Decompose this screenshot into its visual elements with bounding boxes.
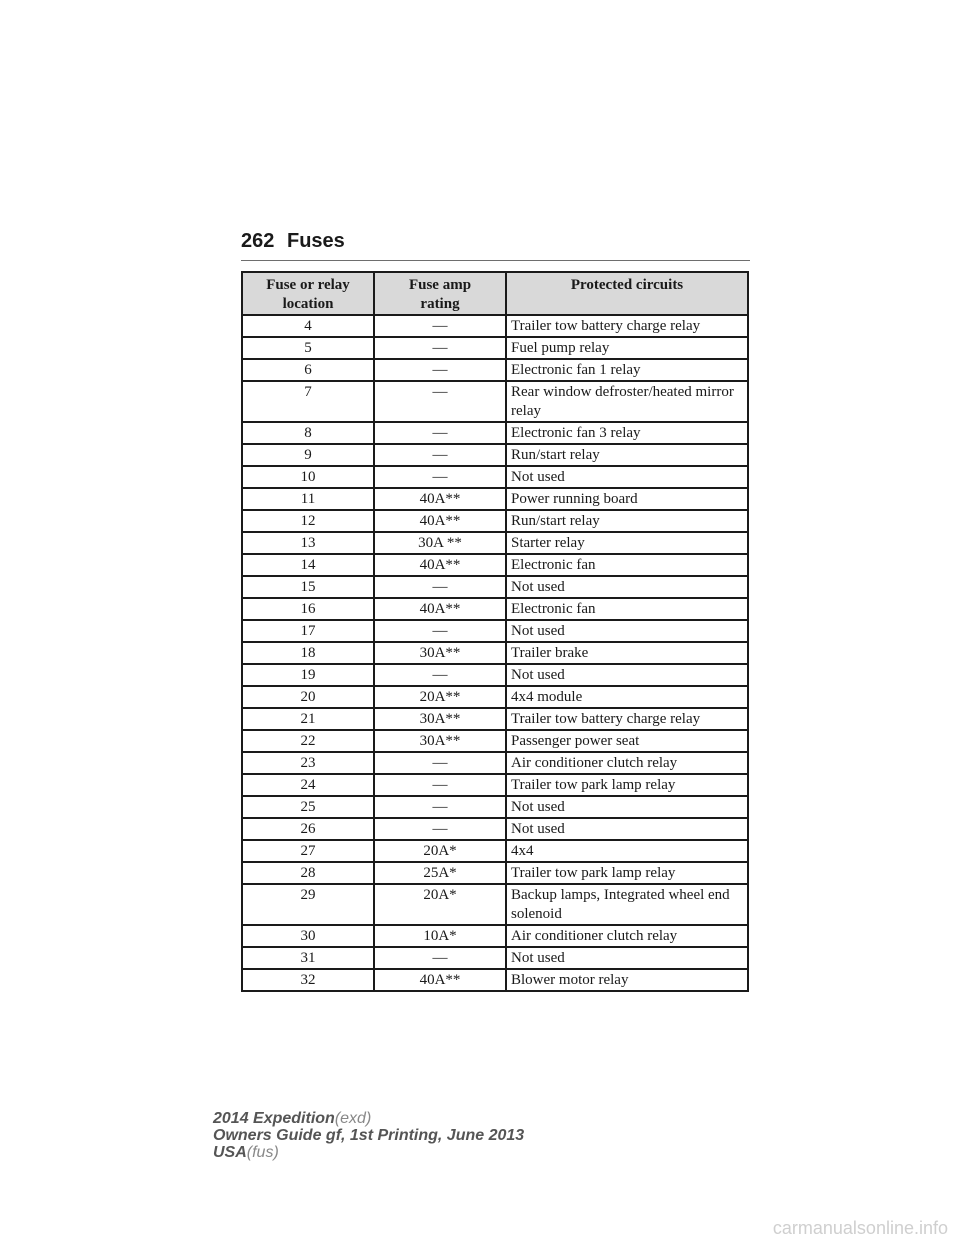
cell-rating: — — [374, 466, 506, 488]
cell-circuit: Run/start relay — [506, 444, 748, 466]
cell-rating: — — [374, 444, 506, 466]
cell-rating: 30A** — [374, 642, 506, 664]
table-row — [242, 554, 748, 576]
cell-rating: 30A** — [374, 730, 506, 752]
cell-location: 27 — [242, 840, 374, 862]
table-row — [242, 532, 748, 554]
cell-circuit: Run/start relay — [506, 510, 748, 532]
column-header-circuits: Protected circuits — [506, 272, 748, 315]
cell-location: 20 — [242, 686, 374, 708]
column-header-rating — [374, 272, 506, 315]
cell-circuit: Trailer tow park lamp relay — [506, 862, 748, 884]
column-header-location-line2: location — [282, 296, 334, 312]
cell-circuit: Not used — [506, 576, 748, 598]
table-row — [242, 796, 748, 818]
cell-location: 10 — [242, 466, 374, 488]
cell-circuit: Trailer tow battery charge relay — [506, 708, 748, 730]
cell-rating: 30A** — [374, 708, 506, 730]
table-row — [242, 510, 748, 532]
cell-rating: 40A** — [374, 488, 506, 510]
table-row — [242, 947, 748, 969]
cell-circuit: Passenger power seat — [506, 730, 748, 752]
cell-circuit: 4x4 module — [506, 686, 748, 708]
cell-circuit: Not used — [506, 947, 748, 969]
table-row — [242, 466, 748, 488]
document-footer — [213, 1110, 524, 1161]
table-row — [242, 752, 748, 774]
cell-rating: 25A* — [374, 862, 506, 884]
column-header-rating-line2: rating — [420, 296, 460, 312]
cell-location: 22 — [242, 730, 374, 752]
table-row — [242, 969, 748, 991]
cell-location: 19 — [242, 664, 374, 686]
cell-circuit: Trailer brake — [506, 642, 748, 664]
table-row — [242, 576, 748, 598]
cell-rating: — — [374, 664, 506, 686]
cell-rating: — — [374, 422, 506, 444]
footer-market-code: (fus) — [246, 1144, 279, 1161]
cell-location: 21 — [242, 708, 374, 730]
cell-location: 11 — [242, 488, 374, 510]
cell-location: 8 — [242, 422, 374, 444]
table-row — [242, 818, 748, 840]
cell-location: 32 — [242, 969, 374, 991]
cell-location: 12 — [242, 510, 374, 532]
page-number: 262 — [241, 230, 275, 252]
cell-rating: 10A* — [374, 925, 506, 947]
cell-rating: — — [374, 818, 506, 840]
cell-location: 9 — [242, 444, 374, 466]
footer-printing: Owners Guide gf, 1st Printing, June 2013 — [213, 1127, 525, 1144]
cell-rating: 40A** — [374, 510, 506, 532]
cell-location: 28 — [242, 862, 374, 884]
cell-location: 17 — [242, 620, 374, 642]
cell-circuit: Electronic fan 3 relay — [506, 422, 748, 444]
cell-circuit: Backup lamps, Integrated wheel end solenoid — [506, 884, 748, 925]
footer-model-code: (exd) — [334, 1110, 372, 1127]
table-row — [242, 381, 748, 422]
cell-location: 14 — [242, 554, 374, 576]
cell-location: 5 — [242, 337, 374, 359]
cell-location: 13 — [242, 532, 374, 554]
cell-location: 29 — [242, 884, 374, 925]
cell-circuit: Fuel pump relay — [506, 337, 748, 359]
cell-circuit: Rear window defroster/heated mirror relay — [506, 381, 748, 422]
table-row — [242, 359, 748, 381]
cell-circuit: 4x4 — [506, 840, 748, 862]
table-row — [242, 422, 748, 444]
fuse-table — [241, 271, 749, 992]
cell-location: 7 — [242, 381, 374, 422]
cell-rating: — — [374, 359, 506, 381]
cell-circuit: Blower motor relay — [506, 969, 748, 991]
footer-model: 2014 Expedition — [213, 1110, 335, 1127]
cell-circuit: Electronic fan 1 relay — [506, 359, 748, 381]
table-row — [242, 925, 748, 947]
cell-rating: — — [374, 752, 506, 774]
cell-circuit: Air conditioner clutch relay — [506, 925, 748, 947]
section-title: Fuses — [287, 230, 345, 252]
table-row — [242, 488, 748, 510]
cell-rating: — — [374, 381, 506, 422]
page-header — [241, 230, 750, 261]
table-row — [242, 598, 748, 620]
table-row — [242, 708, 748, 730]
cell-location: 31 — [242, 947, 374, 969]
cell-rating: 40A** — [374, 969, 506, 991]
cell-rating: — — [374, 774, 506, 796]
table-row — [242, 642, 748, 664]
column-header-location-line1: Fuse or relay — [266, 277, 350, 293]
cell-rating: — — [374, 620, 506, 642]
footer-line-1 — [213, 1110, 524, 1127]
cell-location: 30 — [242, 925, 374, 947]
cell-rating: — — [374, 337, 506, 359]
table-row — [242, 664, 748, 686]
cell-circuit: Not used — [506, 664, 748, 686]
cell-circuit: Not used — [506, 620, 748, 642]
cell-rating: — — [374, 796, 506, 818]
table-row — [242, 774, 748, 796]
table-row — [242, 620, 748, 642]
cell-circuit: Electronic fan — [506, 598, 748, 620]
cell-circuit: Air conditioner clutch relay — [506, 752, 748, 774]
cell-location: 23 — [242, 752, 374, 774]
cell-circuit: Trailer tow battery charge relay — [506, 315, 748, 337]
cell-circuit: Starter relay — [506, 532, 748, 554]
cell-circuit: Not used — [506, 818, 748, 840]
cell-rating: 40A** — [374, 598, 506, 620]
table-header-row — [242, 272, 748, 315]
cell-rating: 20A* — [374, 840, 506, 862]
cell-location: 15 — [242, 576, 374, 598]
watermark: carmanualsonline.info — [772, 1218, 948, 1238]
cell-rating: — — [374, 315, 506, 337]
cell-rating: — — [374, 576, 506, 598]
cell-location: 25 — [242, 796, 374, 818]
cell-circuit: Power running board — [506, 488, 748, 510]
cell-location: 4 — [242, 315, 374, 337]
cell-circuit: Electronic fan — [506, 554, 748, 576]
cell-location: 6 — [242, 359, 374, 381]
cell-location: 26 — [242, 818, 374, 840]
footer-market: USA — [213, 1144, 247, 1161]
cell-location: 18 — [242, 642, 374, 664]
table-row — [242, 884, 748, 925]
table-row — [242, 315, 748, 337]
cell-location: 16 — [242, 598, 374, 620]
table-body — [242, 315, 748, 991]
cell-rating: 40A** — [374, 554, 506, 576]
cell-rating: 30A ** — [374, 532, 506, 554]
column-header-location — [242, 272, 374, 315]
table-row — [242, 686, 748, 708]
cell-rating: — — [374, 947, 506, 969]
table-row — [242, 840, 748, 862]
cell-rating: 20A* — [374, 884, 506, 925]
cell-circuit: Not used — [506, 796, 748, 818]
cell-rating: 20A** — [374, 686, 506, 708]
table-row — [242, 730, 748, 752]
footer-line-2 — [213, 1127, 524, 1144]
footer-line-3 — [213, 1144, 524, 1161]
table-row — [242, 337, 748, 359]
table-row — [242, 862, 748, 884]
cell-location: 24 — [242, 774, 374, 796]
column-header-rating-line1: Fuse amp — [408, 277, 472, 293]
cell-circuit: Trailer tow park lamp relay — [506, 774, 748, 796]
table-row — [242, 444, 748, 466]
cell-circuit: Not used — [506, 466, 748, 488]
